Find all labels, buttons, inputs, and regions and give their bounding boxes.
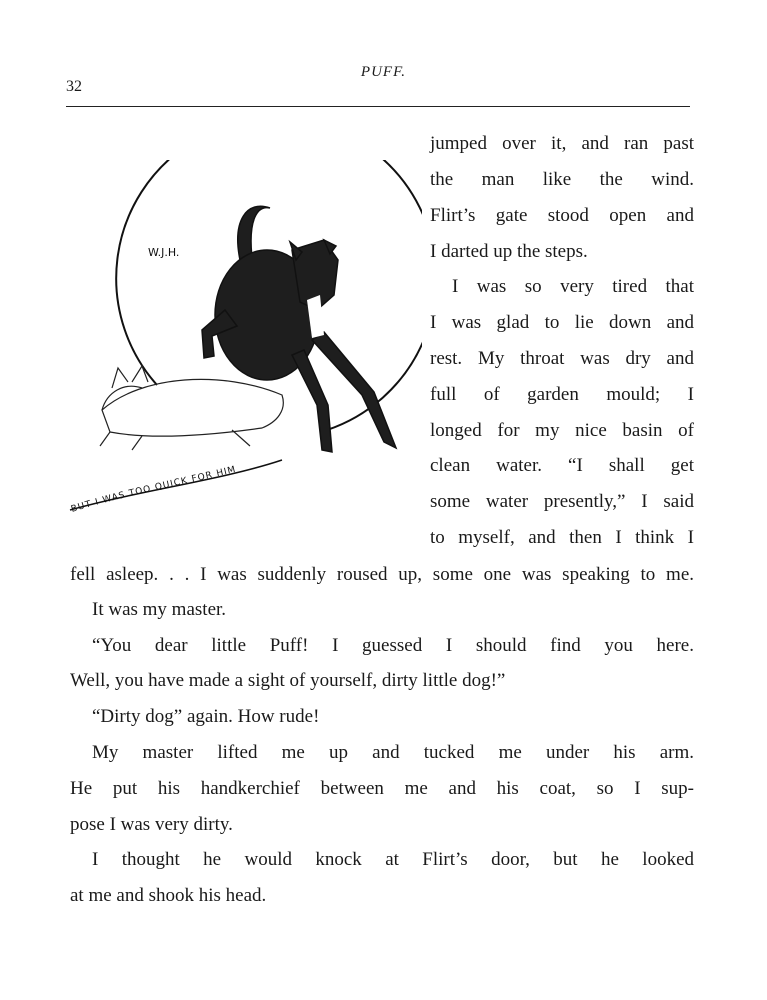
header-rule bbox=[66, 106, 690, 107]
text-line: jumped over it, and ran past bbox=[430, 133, 694, 154]
text-line: Well, you have made a sight of yourself, dirty little dog!” bbox=[70, 670, 506, 691]
text-line: rest. My throat was dry and bbox=[430, 348, 694, 369]
page-number: 32 bbox=[66, 78, 82, 95]
text-line: longed for my nice basin of bbox=[430, 420, 694, 441]
text-line: He put his handkerchief between me and his coat, so I sup- bbox=[70, 778, 694, 799]
text-line: I darted up the steps. bbox=[430, 241, 588, 262]
text-line: Flirt’s gate stood open and bbox=[430, 205, 694, 226]
text-line: at me and shook his head. bbox=[70, 885, 267, 906]
text-line: I was so very tired that bbox=[452, 276, 694, 297]
text-line: “You dear little Puff! I guessed I should find you here. bbox=[92, 635, 694, 656]
text-line: I was glad to lie down and bbox=[430, 312, 694, 333]
artist-monogram: W.J.H. bbox=[148, 246, 180, 259]
dog-illustration bbox=[62, 160, 422, 530]
text-line: some water presently,” I said bbox=[430, 491, 694, 512]
text-line: “Dirty dog” again. How rude! bbox=[92, 706, 320, 727]
text-line: I thought he would knock at Flirt’s door, but he looked bbox=[92, 849, 694, 870]
text-line: pose I was very dirty. bbox=[70, 814, 233, 835]
text-line: the man like the wind. bbox=[430, 169, 694, 190]
text-line: fell asleep. . . I was suddenly roused up, some one was speaking to me. bbox=[70, 564, 694, 585]
text-line: to myself, and then I think I bbox=[430, 527, 694, 548]
text-line: full of garden mould; I bbox=[430, 384, 694, 405]
text-line: clean water. “I shall get bbox=[430, 455, 694, 476]
illustration-caption: BUT I WAS TOO QUICK FOR HIM bbox=[69, 464, 238, 515]
jumping-dog bbox=[202, 206, 396, 452]
running-head: PUFF. bbox=[360, 64, 407, 80]
text-line: My master lifted me up and tucked me under his arm. bbox=[92, 742, 694, 763]
text-line: It was my master. bbox=[92, 599, 227, 620]
